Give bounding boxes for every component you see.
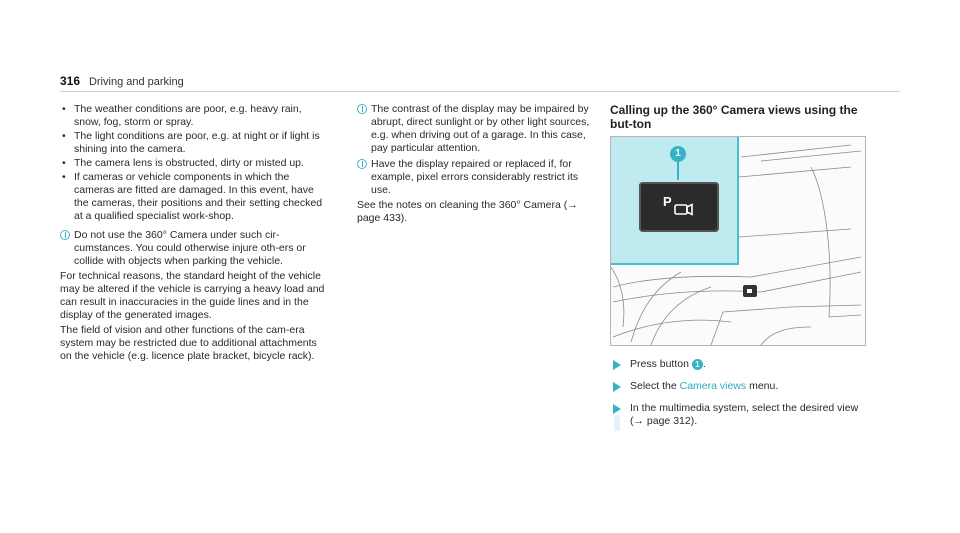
step-text: In the multimedia system, select the desired view (→ page 312). xyxy=(630,402,859,427)
step-text: menu. xyxy=(749,380,779,392)
note-icon xyxy=(357,104,367,114)
instruction-steps xyxy=(610,358,870,428)
section-heading: Calling up the 360° Camera views using the but-ton xyxy=(610,103,858,131)
callout-leader-line xyxy=(677,162,679,180)
svg-text:P: P xyxy=(663,194,672,209)
inline-callout-badge: 1 xyxy=(692,359,703,370)
page-number: 316 xyxy=(60,74,81,88)
step-arrow-icon xyxy=(613,382,621,392)
camera-button-location xyxy=(743,285,757,297)
page-section-title: Driving and parking xyxy=(88,76,184,88)
column-middle xyxy=(357,103,595,225)
column-right xyxy=(610,103,870,437)
step-item xyxy=(610,358,870,371)
paragraph: The field of vision and other functions of the cam-era system may be restricted due to additional attachments on the vehicle (e.g. licence plate bracket, bicycle rack). xyxy=(60,324,317,362)
list-item: • The camera lens is obstructed, dirty or misted up. xyxy=(60,157,330,170)
step-text: . xyxy=(702,358,706,370)
note-block xyxy=(357,158,595,197)
conditions-list xyxy=(60,103,330,223)
step-text: Press button xyxy=(630,358,689,370)
paragraph: For technical reasons, the standard height of the vehicle may be altered if the vehicle is carrying a heavy load and can result in inaccuracies in the guide lines and in the display of the generated images. xyxy=(60,270,325,321)
note-icon xyxy=(357,159,367,169)
list-item: • If cameras or vehicle components in which the cameras are fitted are damaged. In this event, have the cameras, their positions and their setting checked at a qualified specialist work-shop. xyxy=(60,171,330,223)
note-block xyxy=(60,229,330,268)
step-arrow-icon xyxy=(613,404,621,414)
note-text: Have the display repaired or replaced if, for example, pixel errors considerably restrict its use. xyxy=(371,158,579,196)
note-icon xyxy=(60,230,70,240)
step-arrow-icon xyxy=(613,360,621,370)
menu-name: Camera views xyxy=(679,380,747,392)
note-text: The contrast of the display may be impaired by abrupt, direct sunlight or by other light sources, e.g. when driving out of a garage. In this case, pay particular attention. xyxy=(371,103,590,154)
step-item xyxy=(610,380,870,393)
list-item: • The weather conditions are poor, e.g. heavy rain, snow, fog, storm or spray. xyxy=(60,103,330,129)
parking-camera-icon xyxy=(663,192,695,220)
column-left xyxy=(60,103,330,363)
camera-button-closeup xyxy=(639,182,719,232)
paragraph: See the notes on cleaning the 360° Camera (→ page 433). xyxy=(357,199,578,224)
header-divider xyxy=(60,91,900,92)
figure-callout-badge: 1 xyxy=(670,146,686,162)
note-block xyxy=(357,103,595,155)
step-text: Select the xyxy=(630,380,677,392)
list-item: • The light conditions are poor, e.g. at night or if light is shining into the camera. xyxy=(60,130,330,156)
step-marker-bar xyxy=(614,415,620,431)
dashboard-figure xyxy=(610,136,866,346)
note-text: Do not use the 360° Camera under such cir-cumstances. You could otherwise injure oth-ers or collide with objects when parking the vehicle. xyxy=(74,229,306,267)
page-header xyxy=(60,75,900,91)
step-item xyxy=(610,402,870,428)
